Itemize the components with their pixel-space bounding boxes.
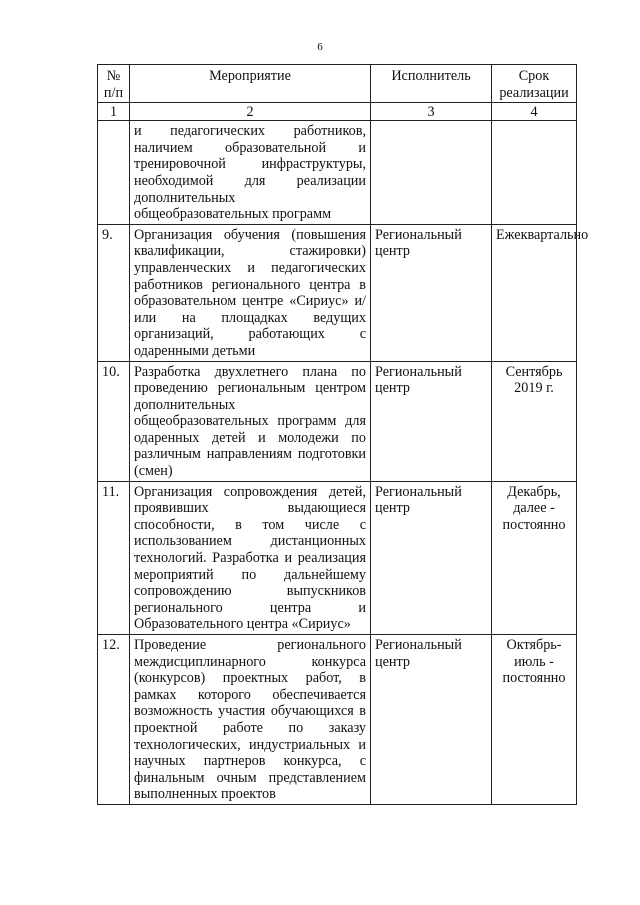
row-number: 11. (98, 481, 130, 634)
header-executor: Исполнитель (371, 65, 492, 103)
row-executor (371, 121, 492, 225)
row-number: 9. (98, 224, 130, 361)
header-term: Срок реализации (492, 65, 577, 103)
row-description: Проведение регионального междисциплинарного конкурса (конкурсов) проектных работ, в рамках которого обеспечивается возможность участия обучающихся в проектной работе по заказу технологических, индустриальных и научных партнеров конкурса, с финальным очным представлением выполненных проектов (130, 635, 371, 805)
table-header-row (98, 65, 577, 103)
header-event: Мероприятие (130, 65, 371, 103)
row-description: и педагогических работников, наличием образовательной и тренировочной инфраструктуры, необходимой для реализации дополнительных общеобразовательных программ (130, 121, 371, 225)
table-row (98, 635, 577, 805)
row-term: Октябрь-июль - постоянно (492, 635, 577, 805)
column-number-3: 3 (371, 103, 492, 121)
events-table (97, 64, 589, 805)
table-row (98, 361, 577, 481)
column-number-4: 4 (492, 103, 577, 121)
column-number-row (98, 103, 577, 121)
table-row-continuation (98, 121, 577, 225)
column-number-2: 2 (130, 103, 371, 121)
row-term (492, 121, 577, 225)
row-executor: Региональный центр (371, 635, 492, 805)
column-number-1: 1 (98, 103, 130, 121)
row-description: Организация обучения (повышения квалификации, стажировки) управленческих и педагогических работников регионального центра в образовательном центре «Сириус» и/или на площадках ведущих организаций, работающих с одаренными детьми (130, 224, 371, 361)
header-number: № п/п (98, 65, 130, 103)
row-number: 10. (98, 361, 130, 481)
row-number: 12. (98, 635, 130, 805)
row-term: Сентябрь 2019 г. (492, 361, 577, 481)
row-term: Декабрь, далее - постоянно (492, 481, 577, 634)
table-row (98, 224, 577, 361)
row-term: Ежеквартально (492, 224, 577, 361)
row-executor: Региональный центр (371, 224, 492, 361)
row-description: Организация сопровождения детей, проявивших выдающиеся способности, в том числе с использованием дистанционных технологий. Разработка и реализация мероприятий по дальнейшему сопровождению выпускников регионального центра и Образовательного центра «Сириус» (130, 481, 371, 634)
page-number: 6 (317, 41, 323, 53)
row-number (98, 121, 130, 225)
table-row (98, 481, 577, 634)
row-executor: Региональный центр (371, 361, 492, 481)
row-description: Разработка двухлетнего плана по проведению региональным центром дополнительных общеобразовательных программ для одаренных детей и молодежи по различным направлениям подготовки (смен) (130, 361, 371, 481)
row-executor: Региональный центр (371, 481, 492, 634)
